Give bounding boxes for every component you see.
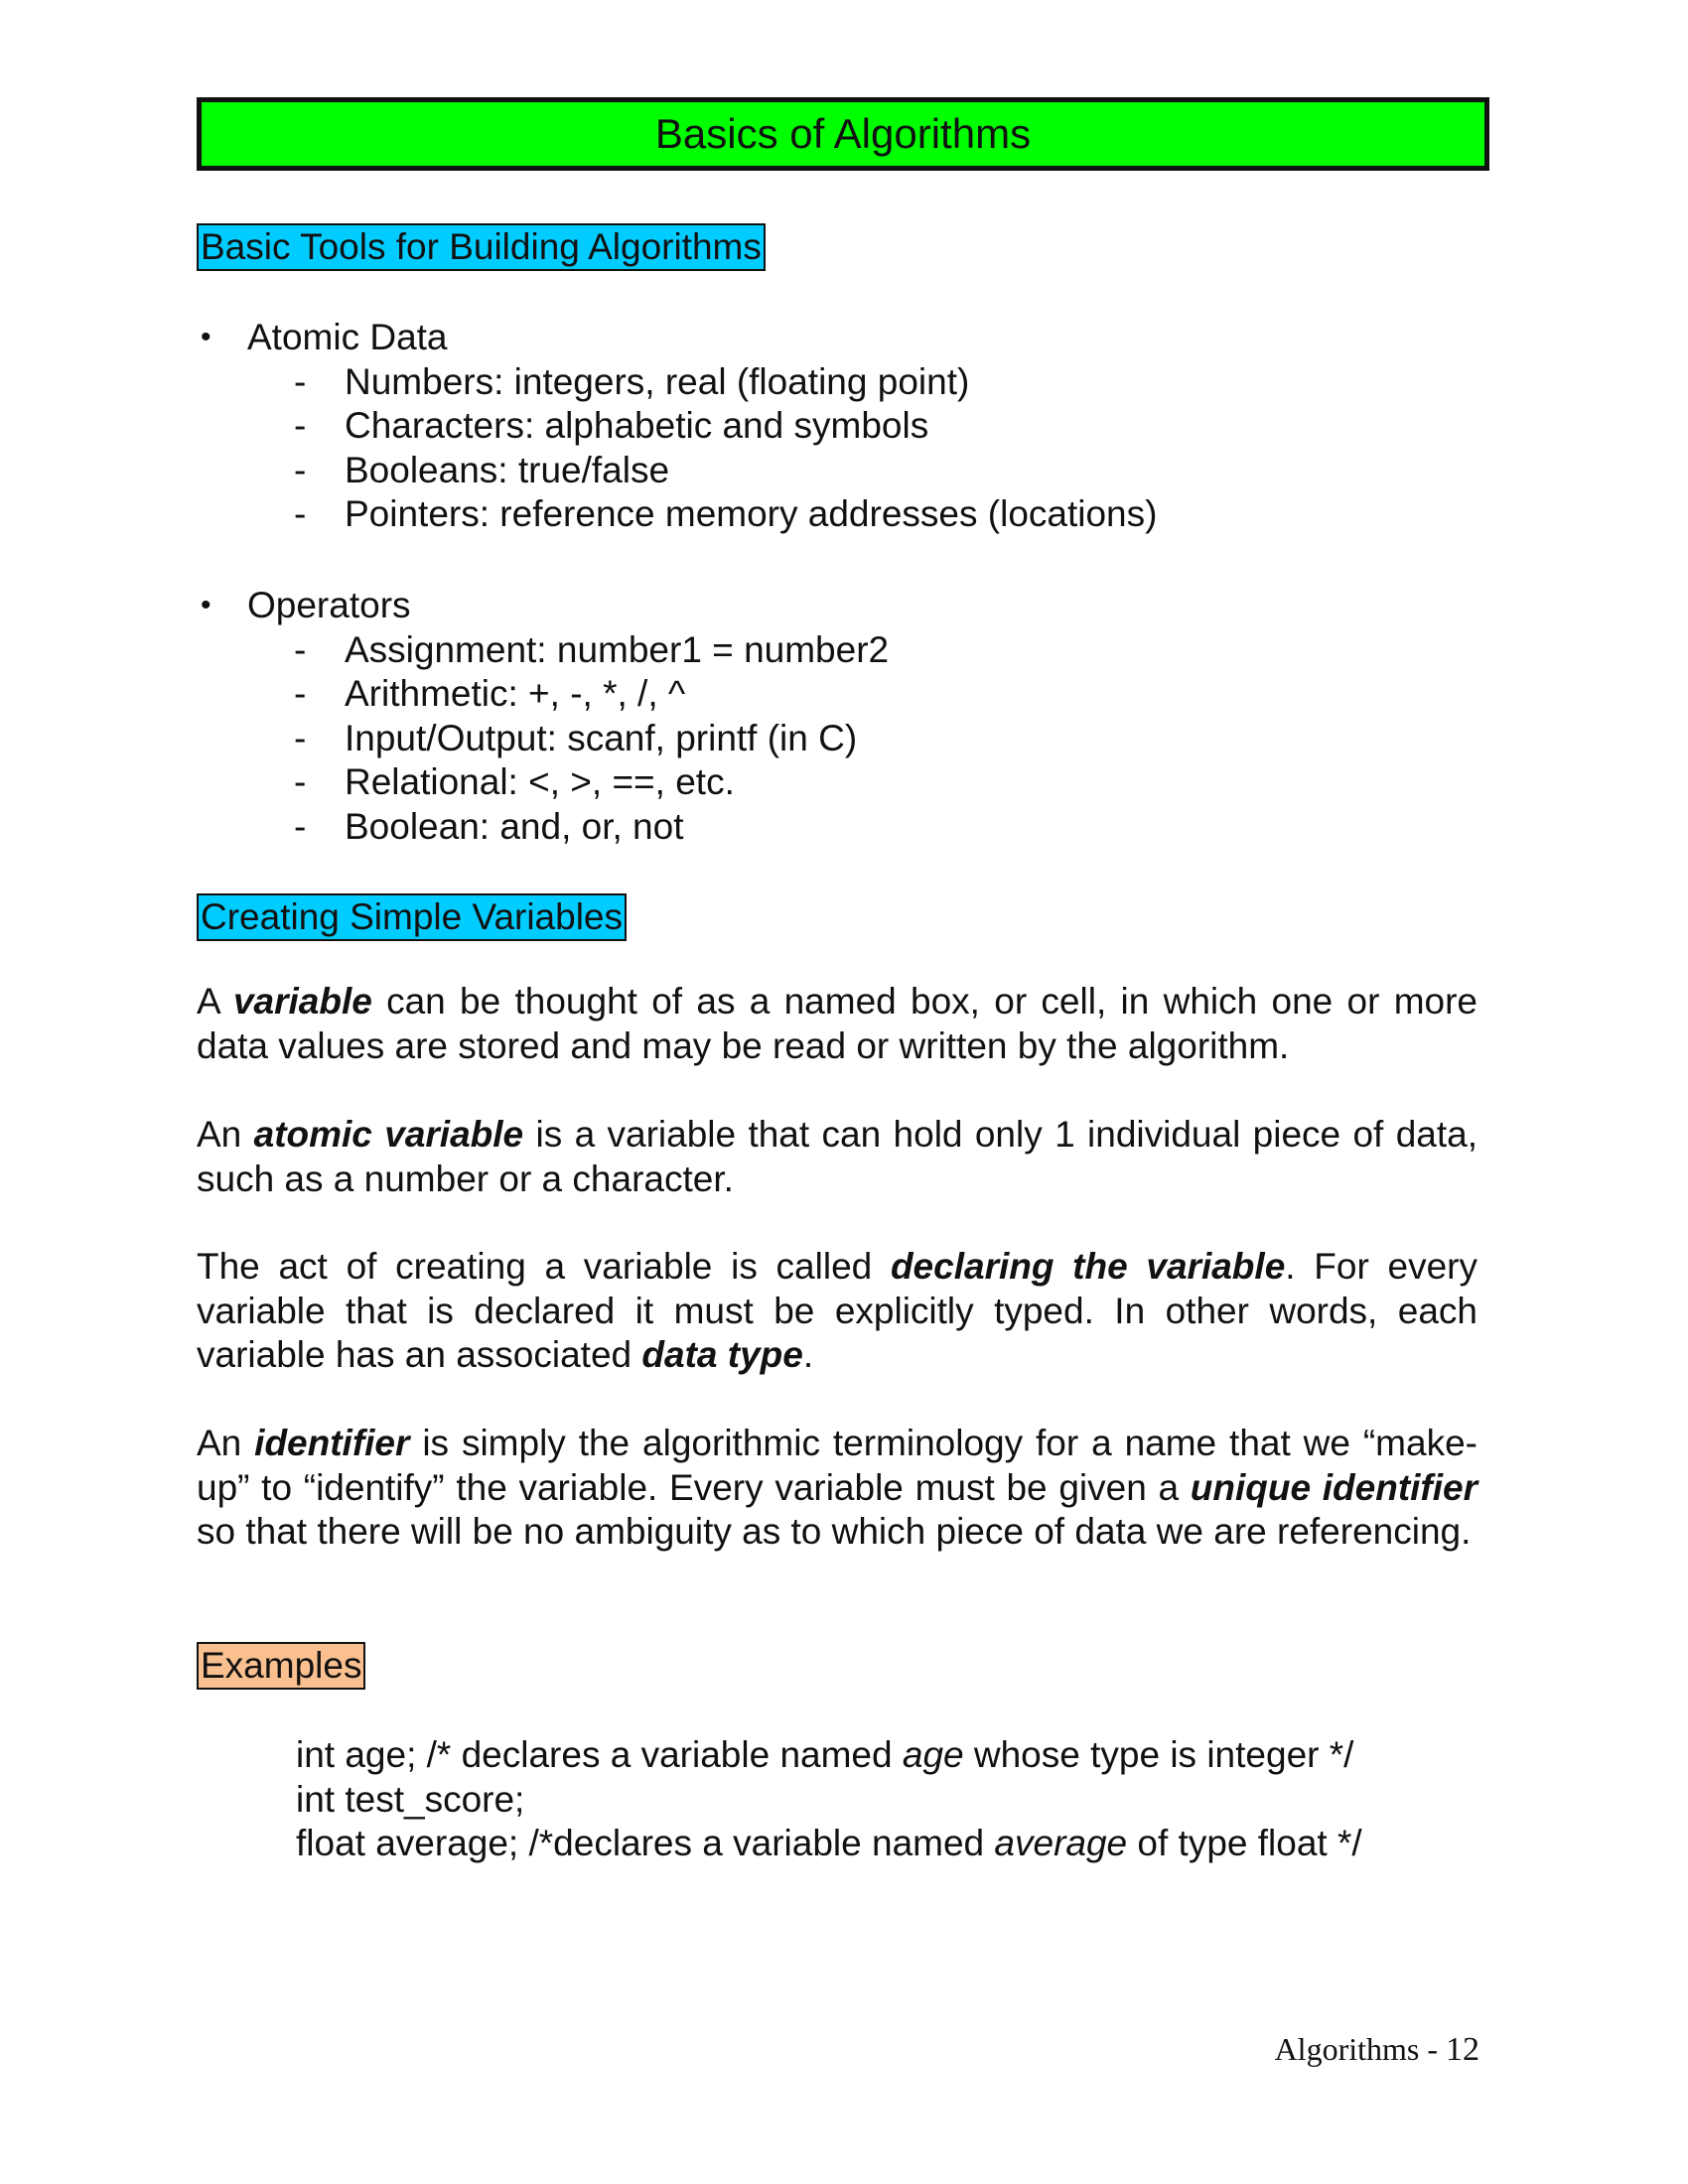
code-line: int test_score; [296,1778,525,1820]
page-number: 12 [1446,2031,1479,2068]
paragraph-variable: A variable can be thought of as a named box, or cell, in which one or more data values are stored and may be read or written by the algorithm. [197,981,1477,1066]
paragraph-identifier: An identifier is simply the algorithmic terminology for a name that we “make-up” to “identify” the variable. Every variable must be given a unique identifier so that there will be no ambiguity as to which piece of data we are referencing. [197,1423,1478,1552]
italic-term: age [902,1734,964,1775]
section-heading-variables: Creating Simple Variables [197,893,627,941]
emphasized-term: variable [232,981,372,1022]
dash-icon: - [294,493,307,534]
section-heading-examples: Examples [197,1642,365,1690]
dash-icon: - [294,805,307,847]
emphasized-term: identifier [254,1423,410,1463]
dash-icon: - [294,360,307,402]
code-line: int age; /* declares a variable named age whose type is integer */ [296,1734,1354,1775]
dash-icon: - [294,761,307,802]
code-examples [296,1733,1362,1866]
dash-icon: - [294,717,307,758]
page-title-text: Basics of Algorithms [654,110,1032,157]
emphasized-term: data type [641,1334,803,1375]
dash-icon: - [294,449,307,490]
paragraph-atomic-variable: An atomic variable is a variable that can hold only 1 individual piece of data, such as a number or a character. [197,1114,1477,1199]
list-item-text: Boolean: and, or, not [345,805,684,847]
bullet-heading: Operators [247,585,411,625]
page-footer [1261,2031,1479,2069]
dash-icon: - [294,405,307,446]
list-item-text: Relational: <, >, ==, etc. [345,761,735,802]
list-item-text: Input/Output: scanf, printf (in C) [345,717,858,758]
bullet-heading: Atomic Data [247,317,448,357]
emphasized-term: atomic variable [253,1114,524,1155]
list-item-text: Characters: alphabetic and symbols [345,405,929,446]
list-item-text: Pointers: reference memory addresses (locations) [345,493,1158,534]
emphasized-term: unique identifier [1190,1466,1478,1508]
bullet-icon: • [201,589,211,621]
dash-icon: - [294,628,307,670]
footer-label: Algorithms - [1274,2031,1438,2067]
dash-icon: - [294,673,307,714]
italic-term: average [994,1823,1128,1863]
section-heading-tools: Basic Tools for Building Algorithms [197,223,766,271]
list-item-text: Numbers: integers, real (floating point) [345,360,970,402]
page-title [197,97,1489,171]
paragraph-declaring: The act of creating a variable is called declaring the variable. For every variable that is declared it must be explicitly typed. In other words, each variable has an associated data type. [197,1246,1477,1375]
list-item-text: Booleans: true/false [345,449,670,490]
list-item-text: Arithmetic: +, -, *, /, ^ [345,673,686,714]
code-line: float average; /*declares a variable named average of type float */ [296,1823,1362,1863]
bullet-icon: • [201,321,211,353]
emphasized-term: declaring the variable [890,1246,1286,1287]
list-item-text: Assignment: number1 = number2 [345,628,890,670]
